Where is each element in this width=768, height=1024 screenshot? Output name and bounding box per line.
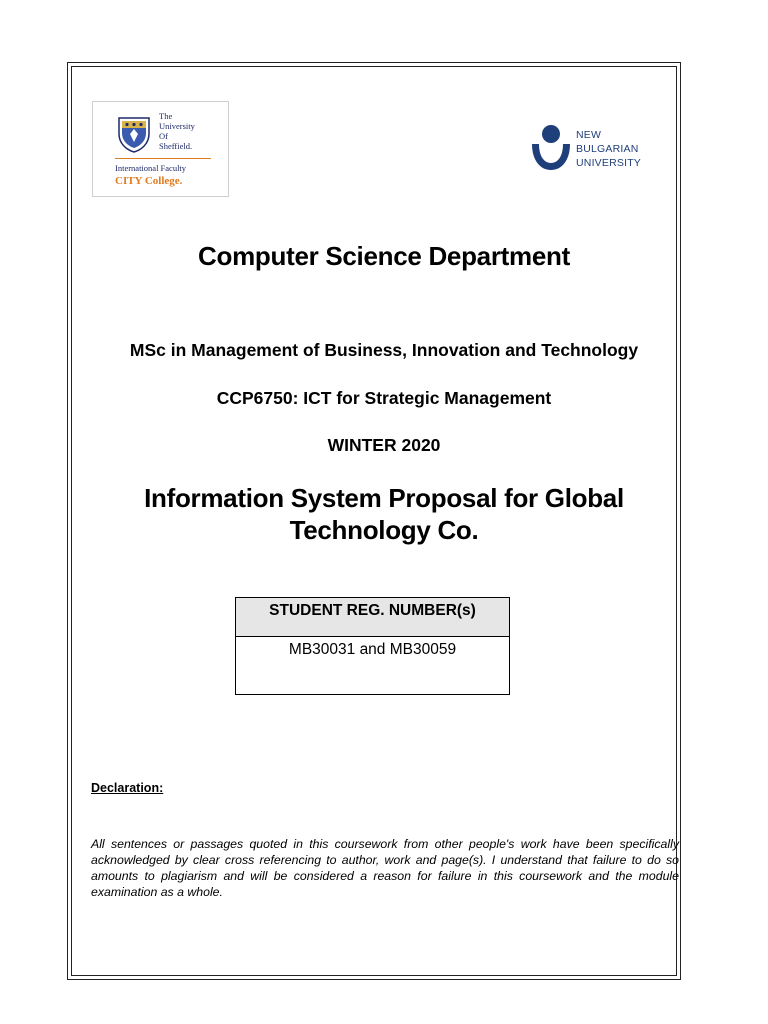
module-name: CCP6750: ICT for Strategic Management xyxy=(216,388,552,408)
programme-name: MSc in Management of Business, Innovation and Technology xyxy=(129,340,639,360)
sheffield-line: Of xyxy=(159,131,168,141)
sheffield-line: Sheffield. xyxy=(159,141,193,151)
sheffield-city-college-logo xyxy=(92,101,229,197)
sheffield-line: University xyxy=(159,121,195,131)
declaration-label: Declaration: xyxy=(91,781,164,795)
term-label: WINTER 2020 xyxy=(327,435,441,455)
college-label: CITY College. xyxy=(115,175,183,187)
document-title-text: Information System Proposal for Global Technology Co. xyxy=(144,483,624,545)
logo-divider xyxy=(115,158,211,159)
nbu-logo xyxy=(530,124,660,174)
faculty-label: International Faculty xyxy=(115,163,187,173)
document-title xyxy=(0,482,768,546)
student-reg-value: MB30031 and MB30059 xyxy=(288,641,457,658)
sheffield-line: The xyxy=(159,111,173,121)
nbu-symbol-icon xyxy=(530,124,572,174)
nbu-line: BULGARIAN xyxy=(576,143,639,155)
sheffield-crest-icon xyxy=(113,112,155,154)
sheffield-name xyxy=(159,111,195,151)
student-reg-header: STUDENT REG. NUMBER(s) xyxy=(236,598,509,637)
department-heading: Computer Science Department xyxy=(198,241,570,271)
nbu-line: UNIVERSITY xyxy=(576,157,642,169)
nbu-line: NEW xyxy=(576,129,602,141)
nbu-name xyxy=(576,128,641,170)
student-reg-table xyxy=(235,597,510,695)
declaration-text: All sentences or passages quoted in this coursework from other people's work have been specifically acknowledged by clear cross referencing to author, work and page(s). I understand that failure to do so amounts to plagiarism and will be considered a reason for failure in this coursework and the module examination as a whole. xyxy=(91,837,679,899)
